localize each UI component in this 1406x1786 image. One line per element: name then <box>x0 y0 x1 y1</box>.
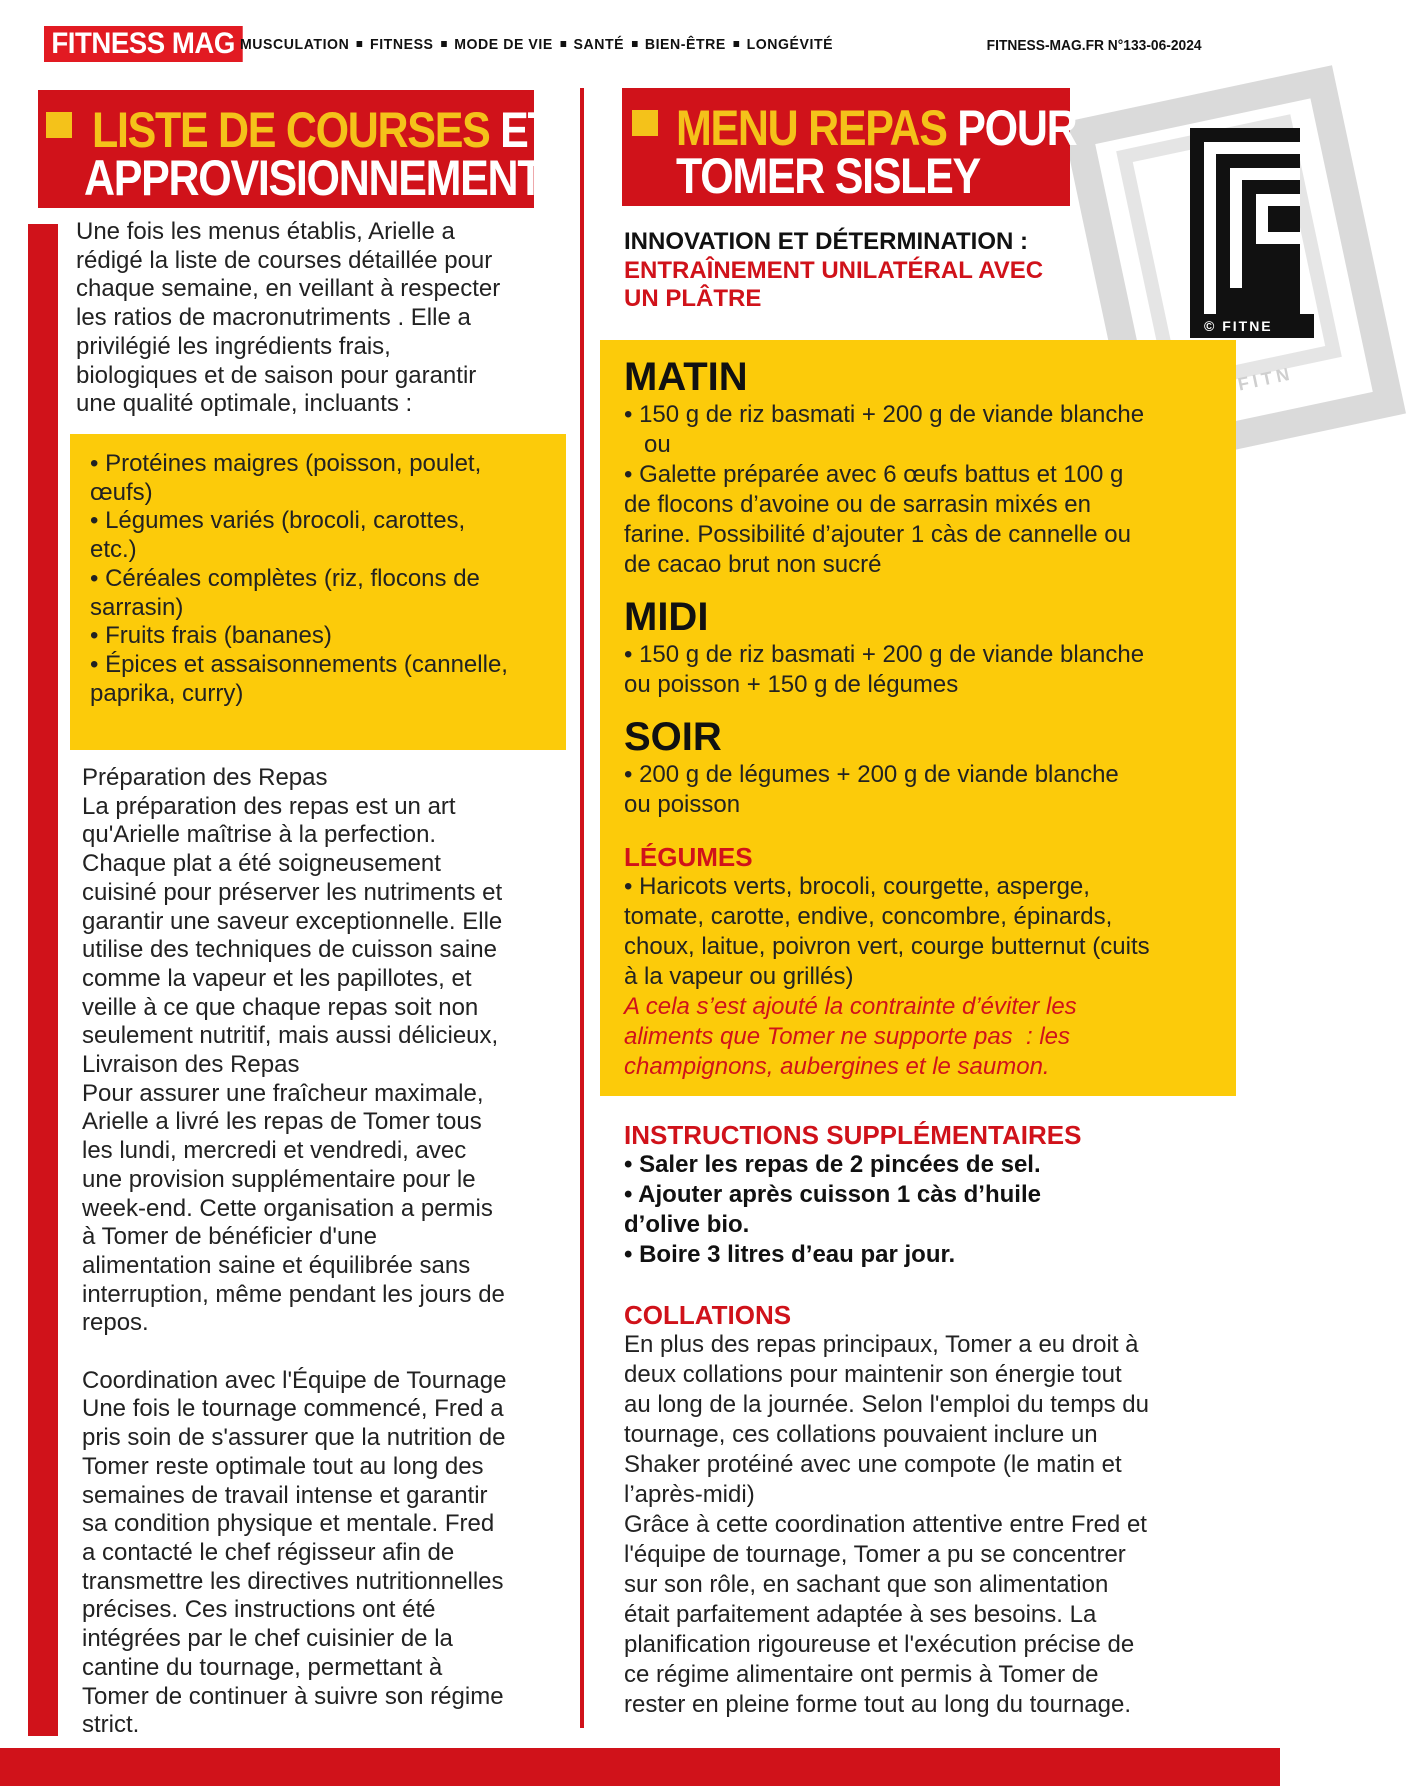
text-line: pris soin de s'assurer que la nutrition de <box>82 1424 506 1452</box>
text-line: Préparation des Repas <box>82 764 328 791</box>
footer-bar <box>0 1748 1280 1786</box>
text-line: semaines de travail intense et garantir <box>82 1481 488 1509</box>
nav-item[interactable]: LONGÉVITÉ <box>746 36 834 53</box>
text-line: cantine du tournage, permettant à <box>82 1653 443 1681</box>
nav-item[interactable]: BIEN-ÊTRE <box>644 36 726 53</box>
subtitle-red-2: UN PLÂTRE <box>624 285 762 312</box>
text-line: ou poisson + 150 g de légumes <box>624 671 959 698</box>
soir-list <box>624 760 1224 820</box>
text-line: farine. Possibilité d’ajouter 1 càs de cannelle ou <box>624 521 1131 548</box>
text-line: • Haricots verts, brocoli, courgette, asperge, <box>624 873 1090 900</box>
text-line: précises. Ces instructions ont été <box>82 1596 436 1624</box>
nav-separator <box>441 41 447 47</box>
text-line: sarrasin) <box>90 593 184 621</box>
text-line: intégrées par le chef cuisinier de la <box>82 1625 453 1653</box>
legumes-list <box>624 872 1224 992</box>
collations-section <box>624 1300 1234 1720</box>
text-line: utilise des techniques de cuisson saine <box>82 936 497 964</box>
right-title-white-2: TOMER SISLEY <box>676 148 980 204</box>
text-line: tournage, ces collations pouvaient inclure un <box>624 1421 1098 1448</box>
text-line: à la vapeur ou grillés) <box>624 963 854 990</box>
watermark-text: FITN <box>1236 363 1295 395</box>
text-line: • 150 g de riz basmati + 200 g de viande blanche <box>624 641 1145 668</box>
shopping-list <box>90 450 560 708</box>
text-line: veille à ce que chaque repas soit non <box>82 993 479 1021</box>
shopping-list-box <box>70 434 566 750</box>
subtitle-red-1: ENTRAÎNEMENT UNILATÉRAL AVEC <box>624 256 1044 284</box>
matin-list <box>624 400 1224 580</box>
text-line: Grâce à cette coordination attentive entre Fred et <box>624 1511 1147 1538</box>
watermark-copyright: © FITNE <box>1190 314 1314 338</box>
text-line: • Galette préparée avec 6 œufs battus et 100 g <box>624 461 1124 488</box>
text-line: Une fois les menus établis, Arielle a <box>76 218 455 245</box>
text-line: La préparation des repas est un art <box>82 792 456 820</box>
legumes-heading: LÉGUMES <box>624 842 753 872</box>
text-line: qu'Arielle maîtrise à la perfection. <box>82 821 437 849</box>
text-line: au long de la journée. Selon l'emploi du temps du <box>624 1391 1149 1418</box>
nav-item[interactable]: MODE DE VIE <box>454 36 553 53</box>
text-line: l'équipe de tournage, Tomer a pu se concentrer <box>624 1541 1126 1568</box>
banner-square-icon <box>46 112 72 138</box>
text-line: repos. <box>82 1309 149 1337</box>
text-line: paprika, curry) <box>90 679 244 707</box>
text-line: ce régime alimentaire ont permis à Tomer de <box>624 1661 1099 1688</box>
right-subtitle <box>624 228 1124 314</box>
instructions-heading: INSTRUCTIONS SUPPLÉMENTAIRES <box>624 1120 1082 1150</box>
nav-item[interactable]: FITNESS <box>370 36 434 53</box>
text-line: l’après-midi) <box>624 1481 755 1508</box>
instructions-section <box>624 1120 1224 1270</box>
text-line <box>82 1338 578 1367</box>
column-divider <box>580 88 584 1728</box>
text-line: sur son rôle, en sachant que son alimentation <box>624 1571 1109 1598</box>
text-line: seulement nutritif, mais aussi délicieux, <box>82 1022 499 1050</box>
left-accent-bar <box>28 224 58 1736</box>
text-line: Shaker protéiné avec une compote (le matin et <box>624 1451 1122 1478</box>
instructions-list <box>624 1150 1224 1270</box>
issue-number: FITNESS-MAG.FR N°133-06-2024 <box>987 37 1202 54</box>
left-title-banner <box>38 90 553 208</box>
text-line: Pour assurer une fraîcheur maximale, <box>82 1079 484 1107</box>
nav-separator <box>560 41 566 47</box>
text-line: les lundi, mercredi et vendredi, avec <box>82 1137 467 1165</box>
left-title-yellow: LISTE DE COURSES <box>92 102 490 158</box>
text-line: œufs) <box>90 478 153 506</box>
text-line: • Boire 3 litres d’eau par jour. <box>624 1241 956 1268</box>
left-title-white-2: APPROVISIONNEMENT <box>84 150 543 206</box>
text-line: etc.) <box>90 536 137 564</box>
text-line: une qualité optimale, incluants : <box>76 390 413 418</box>
brand-logo[interactable]: FITNESS MAG <box>44 26 242 62</box>
text-line: rédigé la liste de courses détaillée pour <box>76 246 493 274</box>
text-line: • Céréales complètes (riz, flocons de <box>90 564 480 592</box>
text-line: planification rigoureuse et l'exécution précise de <box>624 1631 1135 1658</box>
text-line: Coordination avec l'Équipe de Tournage <box>82 1366 507 1394</box>
text-line: une provision supplémentaire pour le <box>82 1165 476 1193</box>
collations-text <box>624 1330 1234 1720</box>
text-line: • Protéines maigres (poisson, poulet, <box>90 450 482 477</box>
left-title-white-1: ET <box>500 102 553 158</box>
text-line: week-end. Cette organisation a permis <box>82 1194 493 1222</box>
nav-item[interactable]: SANTÉ <box>573 36 625 53</box>
text-line: a contacté le chef régisseur afin de <box>82 1538 455 1566</box>
text-line: rester en pleine forme tout au long du tournage. <box>624 1691 1131 1718</box>
text-line: de flocons d’avoine ou de sarrasin mixés en <box>624 491 1091 518</box>
text-line: Livraison des Repas <box>82 1051 300 1079</box>
text-line: deux collations pour maintenir son énergie tout <box>624 1361 1122 1388</box>
text-line: comme la vapeur et les papillotes, et <box>82 964 472 992</box>
text-line: • Légumes variés (brocoli, carottes, <box>90 507 466 535</box>
text-line: biologiques et de saison pour garantir <box>76 361 477 389</box>
text-line: sa condition physique et mentale. Fred <box>82 1510 495 1538</box>
text-line: A cela s’est ajouté la contrainte d’éviter les <box>624 993 1077 1020</box>
text-line: alimentation saine et équilibrée sans <box>82 1251 471 1279</box>
text-line: ou <box>624 431 671 458</box>
text-line: à Tomer de bénéficier d'une <box>82 1223 377 1251</box>
text-line: • Ajouter après cuisson 1 càs d’huile <box>624 1181 1041 1208</box>
nav-separator <box>733 41 739 47</box>
text-line: Une fois le tournage commencé, Fred a <box>82 1395 504 1423</box>
soir-heading: SOIR <box>624 715 722 759</box>
text-line: aliments que Tomer ne supporte pas : les <box>624 1023 1071 1050</box>
nav-separator <box>357 41 363 47</box>
text-line: • Épices et assaisonnements (cannelle, <box>90 650 508 678</box>
ff-logo-icon <box>1190 128 1300 338</box>
text-line: choux, laitue, poivron vert, courge butternut (cuits <box>624 933 1150 960</box>
text-line: interruption, même pendant les jours de <box>82 1280 505 1308</box>
left-intro <box>76 218 576 419</box>
nav-separator <box>632 41 638 47</box>
text-line: • 200 g de légumes + 200 g de viande blanche <box>624 761 1119 788</box>
text-line: ou poisson <box>624 791 741 818</box>
text-line: de cacao brut non sucré <box>624 551 882 578</box>
text-line: En plus des repas principaux, Tomer a eu droit à <box>624 1331 1139 1358</box>
subtitle-black: INNOVATION ET DÉTERMINATION : <box>624 228 1028 255</box>
text-line: les ratios de macronutriments . Elle a <box>76 304 471 332</box>
meal-menu-box <box>600 340 1236 1096</box>
text-line: d’olive bio. <box>624 1211 750 1238</box>
top-nav <box>240 36 833 53</box>
text-line: Tomer de continuer à suivre son régime <box>82 1682 504 1710</box>
text-line: cuisiné pour préserver les nutriments et <box>82 878 503 906</box>
collations-heading: COLLATIONS <box>624 1300 792 1330</box>
text-line: chaque semaine, en veillant à respecter <box>76 275 501 303</box>
left-body <box>82 764 578 1740</box>
text-line: Tomer reste optimale tout au long des <box>82 1452 484 1480</box>
text-line: était parfaitement adaptée à ses besoins. La <box>624 1601 1097 1628</box>
text-line: Arielle a livré les repas de Tomer tous <box>82 1108 482 1136</box>
text-line: transmettre les directives nutritionnelles <box>82 1567 504 1595</box>
banner-square-icon <box>632 110 658 136</box>
midi-list <box>624 640 1224 700</box>
text-line: strict. <box>82 1711 140 1739</box>
text-line: privilégié les ingrédients frais, <box>76 332 391 360</box>
right-title-yellow: MENU REPAS <box>676 100 947 156</box>
text-line: garantir une saveur exceptionnelle. Elle <box>82 907 503 935</box>
midi-heading: MIDI <box>624 595 709 639</box>
text-line: champignons, aubergines et le saumon. <box>624 1053 1050 1080</box>
right-title-banner <box>622 88 1077 206</box>
nav-item[interactable]: MUSCULATION <box>240 36 350 53</box>
matin-heading: MATIN <box>624 355 748 399</box>
legumes-note <box>624 992 1224 1082</box>
text-line: tomate, carotte, endive, concombre, épinards, <box>624 903 1113 930</box>
text-line: • Saler les repas de 2 pincées de sel. <box>624 1151 1041 1178</box>
text-line: • 150 g de riz basmati + 200 g de viande blanche <box>624 401 1145 428</box>
text-line: Chaque plat a été soigneusement <box>82 850 441 878</box>
right-title-white-1: POUR <box>957 100 1077 156</box>
text-line: • Fruits frais (bananes) <box>90 622 332 650</box>
